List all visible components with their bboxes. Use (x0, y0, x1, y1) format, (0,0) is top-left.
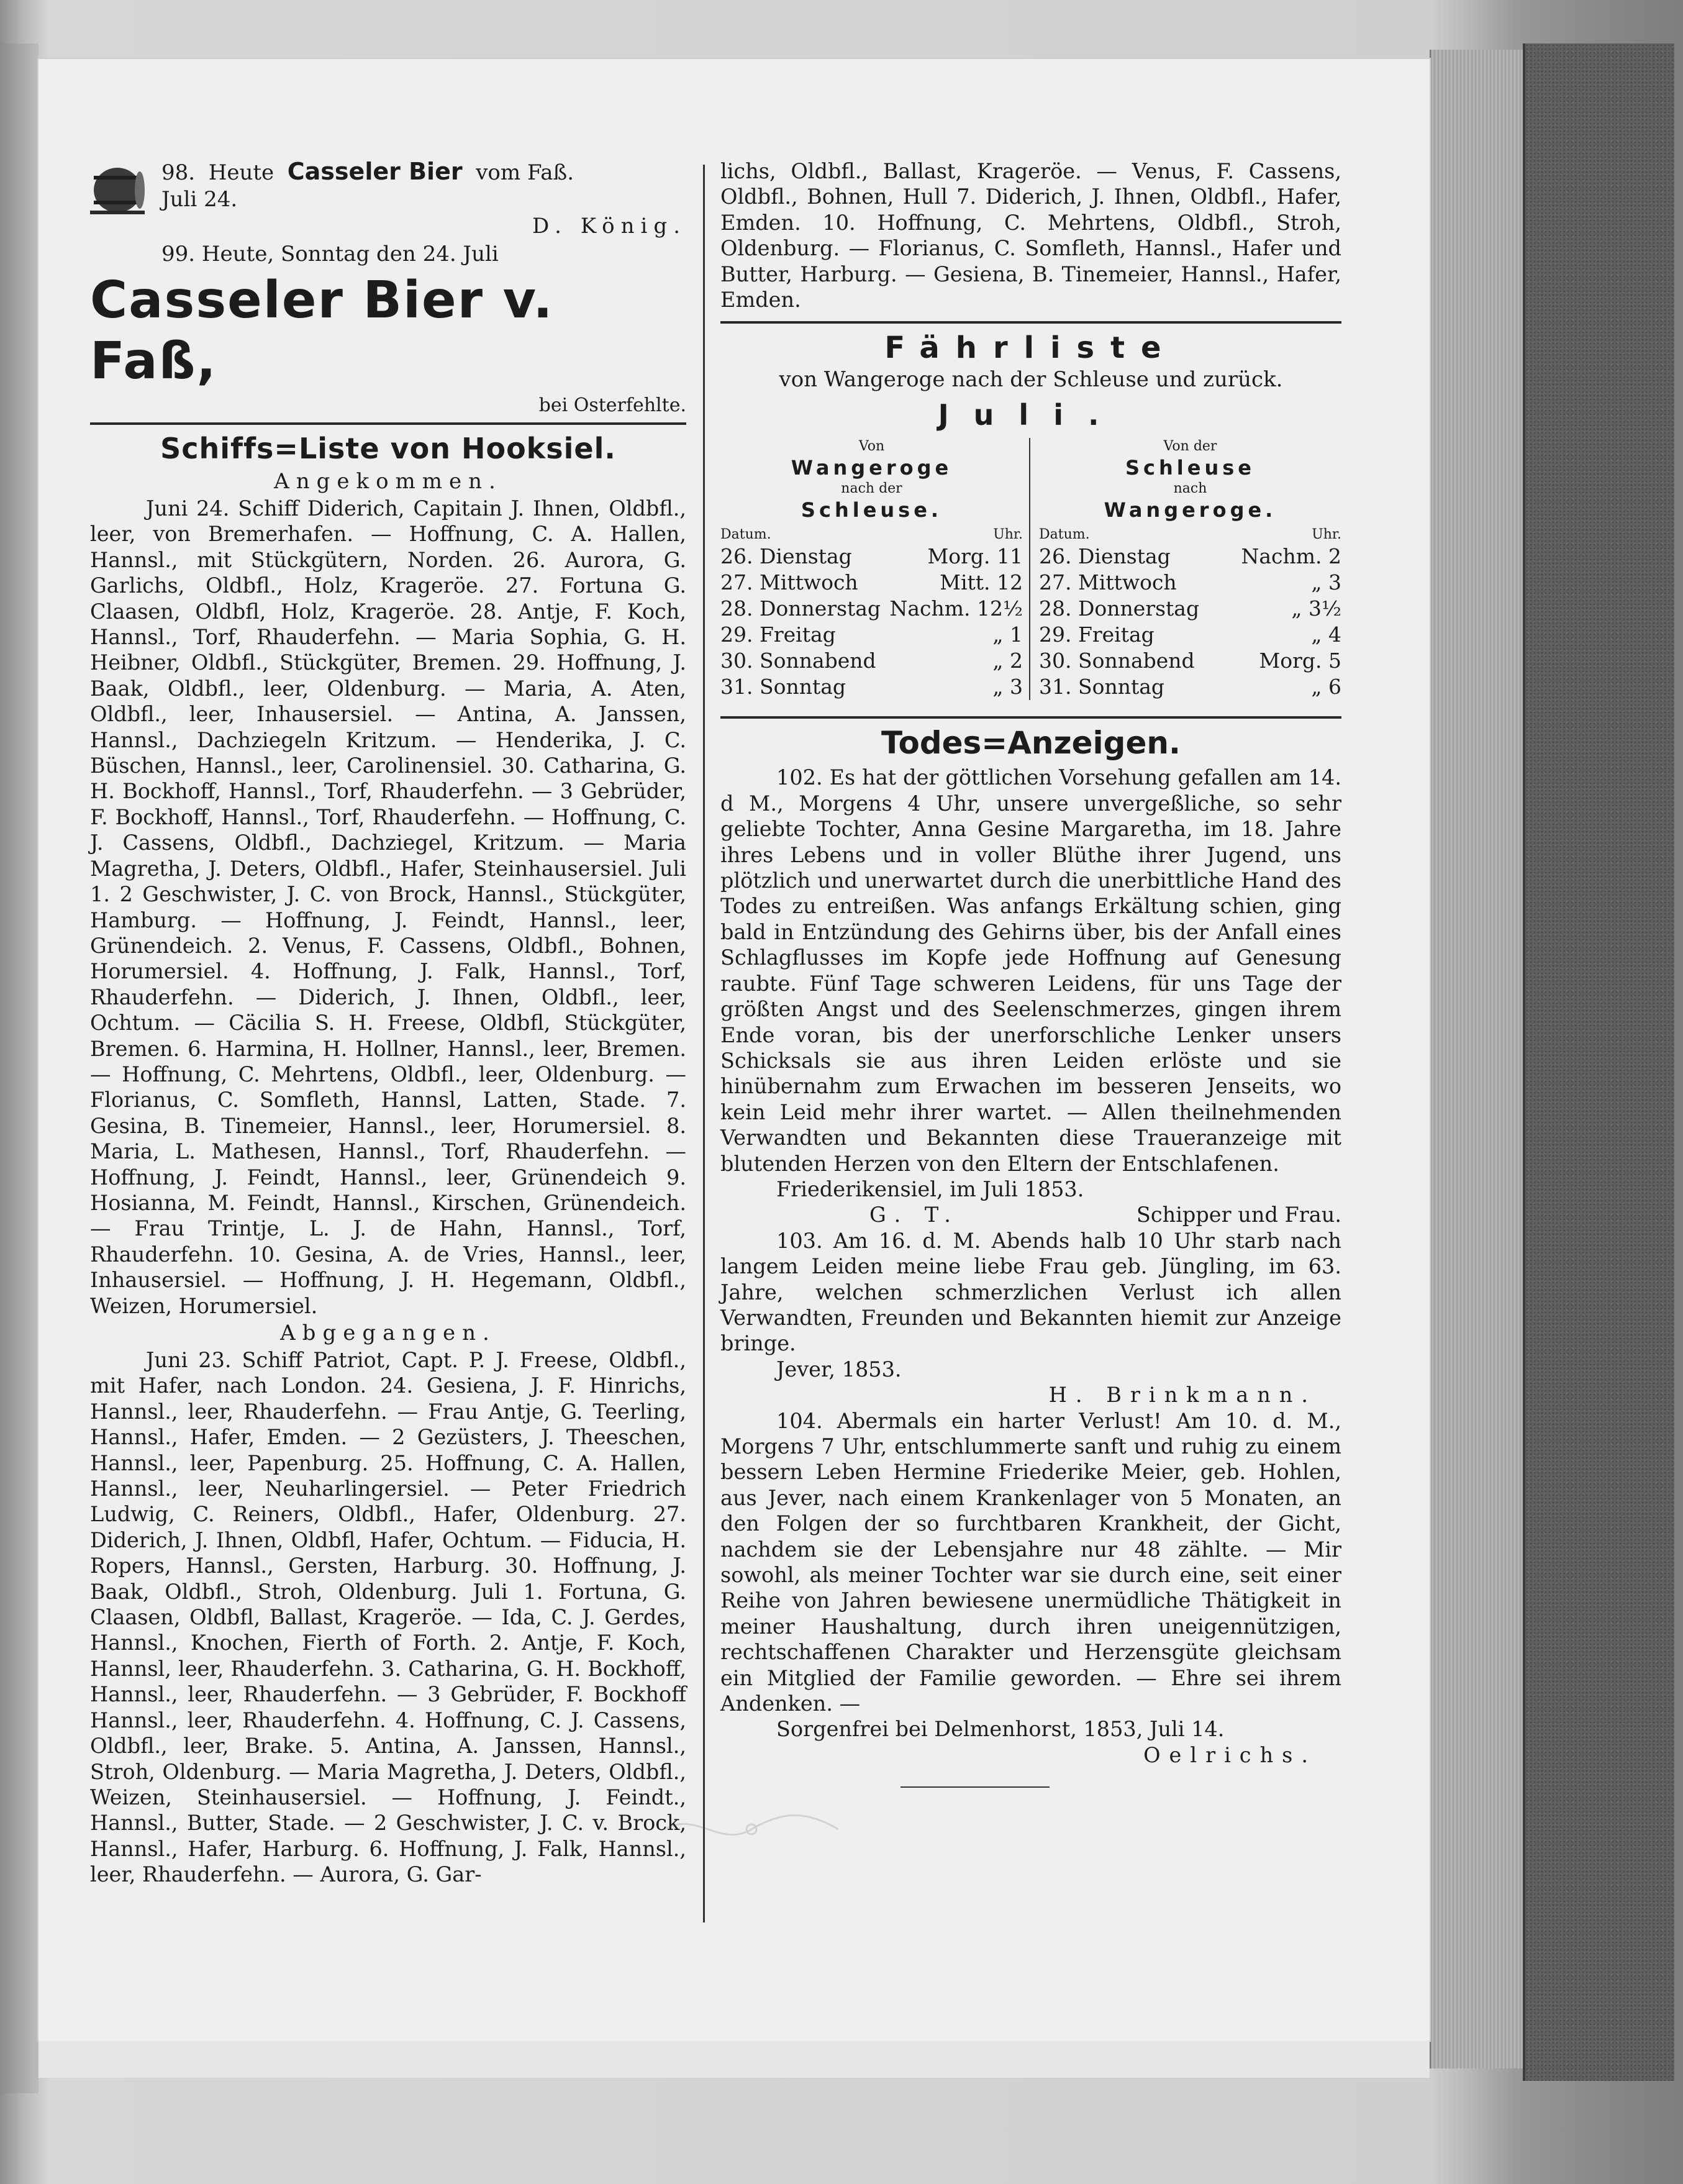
rule (720, 321, 1341, 324)
column-divider (703, 165, 705, 1922)
table-row (1039, 544, 1341, 570)
table-row (720, 622, 1023, 648)
page-bottom-strip (39, 2041, 1430, 2078)
left-gutter (0, 43, 39, 2093)
ad-98-signer: D. König. (532, 214, 686, 239)
notice-102-names: Schipper und Frau. (1136, 1203, 1341, 1227)
table-row (720, 674, 1023, 700)
row-time: „ 4 (1311, 622, 1341, 647)
left-column (90, 158, 686, 1947)
table-row (1039, 596, 1341, 622)
row-time: Morg. 11 (927, 544, 1023, 569)
faehrliste-month: Juli. (938, 398, 1124, 432)
col-uhr: Uhr. (1312, 527, 1341, 543)
angekommen-heading: Angekommen. (274, 469, 502, 494)
closing-rule (900, 1786, 1050, 1788)
notice-102-place: Friederikensiel, im Juli 1853. (776, 1176, 1084, 1201)
row-day: 28. Donnerstag (1039, 596, 1200, 621)
col-uhr: Uhr. (993, 527, 1023, 543)
ad-98-heute: Heute (208, 160, 274, 185)
row-time: „ 3½ (1291, 596, 1341, 621)
ad-98-date: Juli 24. (161, 187, 238, 212)
rule (720, 716, 1341, 719)
outbound-head-von: Von (858, 439, 885, 455)
row-time: Nachm. 2 (1241, 544, 1341, 569)
row-day: 30. Sonnabend (720, 648, 876, 673)
row-time: „ 3 (1311, 570, 1341, 595)
row-time: Nachm. 12½ (889, 596, 1023, 621)
return-column-headers (1039, 526, 1341, 544)
row-day: 30. Sonnabend (1039, 648, 1195, 673)
table-row (720, 648, 1023, 674)
table-row (720, 570, 1023, 596)
ad-98-first-line (90, 158, 686, 186)
ad-99 (90, 241, 686, 419)
row-day: 27. Mittwoch (720, 570, 858, 595)
col-datum: Datum. (720, 527, 771, 543)
faehrliste-subtitle: von Wangeroge nach der Schleuse und zurück. (779, 367, 1283, 393)
row-time: „ 1 (992, 622, 1023, 647)
row-day: 29. Freitag (720, 622, 836, 647)
ad-99-line: 99. Heute, Sonntag den 24. Juli (161, 242, 499, 266)
outbound-column-headers (720, 526, 1023, 544)
ad-98-rest: vom Faß. (476, 160, 574, 185)
table-row (1039, 622, 1341, 648)
table-row (1039, 570, 1341, 596)
right-column (720, 158, 1341, 1947)
return-head-von: Von der (1163, 439, 1217, 455)
return-head-destination: Wangeroge. (1104, 498, 1277, 522)
ad-98-number: 98. (161, 160, 196, 185)
row-time: Morg. 5 (1259, 648, 1341, 673)
faint-ornament-icon (658, 1811, 845, 1848)
row-day: 28. Donnerstag (720, 596, 881, 621)
outbound-head-nach: nach der (841, 481, 902, 497)
notice-104: 104. Abermals ein harter Verlust! Am 10. d. M., Morgens 7 Uhr, entschlummerte sanft und ruhig zu einem bessern Leben Hermine Friederike Meier, geb. Hohlen, aus Jever, nach einem Krankenlager von 5 Monaten, an den Folgen der so furchtbaren Krankheit, der Gicht, nachdem sie der Lebensjahre nur 48 zählte. — Mir sowohl, als meiner Tochter war sie durch eine, seit einer Reihe von Jahren bewiesene unermüdliche Thätigkeit in meiner Haushaltung, durch ihren uneigennützigen, rechtschaffenen Charakter und Herzensgüte gleichsam ein Mitglied der Familie geworden. — Ehre sei ihrem Andenken. — (720, 1408, 1341, 1716)
row-day: 26. Dienstag (720, 544, 852, 569)
row-day: 31. Sonntag (720, 675, 846, 699)
angekommen-text: Juni 24. Schiff Diderich, Capitain J. Ihnen, Oldbfl., leer, von Bremerhafen. — Hoffnung, C. A. Hallen, Hannsl., mit Stückgütern, Norden. 26. Aurora, G. Garlichs, Oldbfl., Holz, Krageröe. 27. Fortuna G. Claasen, Oldbfl, Holz, Krageröe. 28. Antje, F. Koch, Hannsl., Torf, Rhauderfehn. — Maria Sophia, G. H. Heibner, Oldbfl., Stückgüter, Bremen. 29. Hoffnung, J. Baak, Oldbfl., leer, Oldenburg. — Maria, A. Aten, Oldbfl., leer, Inhausersiel. — Antina, A. Janssen, Hannsl., Dachziegeln Kritzum. — Henderika, J. C. Büschen, Hannsl., leer, Carolinensiel. 30. Catharina, G. H. Bockhoff, Hannsl., Torf, Rhauderfehn. — 3 Gebrüder, F. Bockhoff, Hannsl., Torf, Rhauderfehn. — Hoffnung, C. J. Cassens, Oldbfl., Dachziegel, Kritzum. — Maria Magretha, J. Deters, Oldbfl., Hafer, Steinhausersiel. Juli 1. 2 Geschwister, J. C. von Brock, Hannsl., Stückgüter, Hamburg. — Hoffnung, J. Feindt, Hannsl., leer, Grünendeich. 2. Venus, F. Cassens, Oldbfl., Bohnen, Horumersiel. 4. Hoffnung, J. Falk, Hannsl., Torf, Rhauderfehn. — Diderich, J. Ihnen, Oldbfl., leer, Ochtum. — Cäcilia S. H. Freese, Oldbfl, Stückgüter, Bremen. 6. Harmina, H. Hollner, Hannsl., leer, Bremen. — Hoffnung, C. Mehrtens, Oldbfl., leer, Oldenburg. — Florianus, C. Somfleth, Hannsl, Latten, Stade. 7. Gesina, B. Tinemeier, Hannsl., leer, Horumersiel. 8. Maria, L. Mathesen, Hannsl., Torf, Rhauderfehn. — Hoffnung, J. Feindt, Hannsl., leer, Grünendeich 9. Hosianna, M. Feindt, Hannsl., Kirschen, Grünendeich. — Frau Trintje, L. J. de Hahn, Hannsl., Torf, Rhauderfehn. 10. Gesina, A. de Vries, Hannsl., leer, Inhausersiel. — Hoffnung, J. H. Hegemann, Oldbfl., Weizen, Horumersiel. (90, 496, 686, 1318)
abgegangen-heading: Abgegangen. (280, 1321, 496, 1345)
ad-99-location: bei Osterfehlte. (538, 394, 686, 416)
table-row (1039, 648, 1341, 674)
row-time: „ 6 (1311, 675, 1341, 699)
notice-104-place: Sorgenfrei bei Delmenhorst, 1853, Juli 14. (776, 1717, 1225, 1742)
ferry-table-outbound (720, 438, 1030, 700)
notice-103: 103. Am 16. d. M. Abends halb 10 Uhr starb nach langem Leiden meine liebe Frau geb. Jüngling, im 63. Jahre, welchen schmerzlichen Verlust ich allen Verwandten, Freunden und Bekannten hiemit zur Anzeige bringe. (720, 1228, 1341, 1356)
return-head-nach: nach (1173, 481, 1207, 497)
ad-98-beer: Casseler Bier (287, 158, 463, 185)
page-edges (1430, 50, 1524, 2068)
ad-98 (90, 158, 686, 240)
schiffsliste-continuation: lichs, Oldbfl., Ballast, Krageröe. — Venus, F. Cassens, Oldbfl., Bohnen, Hull 7. Diderich, J. Ihnen, Oldbfl., Hafer, Emden. 10. Hoffnung, C. Mehrtens, Oldbfl., Stroh, Oldenburg. — Florianus, C. Somfleth, Hannsl., Hafer und Butter, Harburg. — Gesiena, B. Tinemeier, Hannsl., Hafer, Emden. (720, 159, 1341, 312)
notice-103-place: Jever, 1853. (776, 1357, 902, 1381)
rule (90, 422, 686, 425)
schiffsliste-title: Schiffs=Liste von Hooksiel. (160, 432, 616, 465)
row-day: 26. Dienstag (1039, 544, 1171, 569)
book-spine (1523, 43, 1674, 2081)
notice-102: 102. Es hat der göttlichen Vorsehung gefallen am 14. d M., Morgens 4 Uhr, unsere unvergeßliche, so sehr geliebte Tochter, Anna Gesine Margaretha, im 18. Jahre ihres Lebens und in voller Blüthe ihrer Jugend, uns plötzlich und unerwartet durch die unerbittliche Hand des Todes zu entreißen. Was anfangs Erkältung schien, ging bald in Entzündung des Gehirns über, bis der Anfall eines Schlagflusses im Kopfe jede Hoffnung auf Genesung raubte. Fünf Tage schweren Leidens, für uns Tage der größten Angst und des Seelenschmerzes, gingen ihrem Ende voran, bis der unerforschliche Lenker unsers Schicksals sie aus ihren Leiden erlöste und sie hinübernahm zum Erwachen im besseren Jenseits, wo kein Leid mehr ihrer wartet. — Allen theilnehmenden Verwandten und Bekannten diese Traueranzeige mit blutenden Herzen von den Eltern der Entschlafenen. (720, 765, 1341, 1176)
notice-103-signature: H. Brinkmann. (1048, 1383, 1317, 1408)
abgegangen-text: Juni 23. Schiff Patriot, Capt. P. J. Freese, Oldbfl., mit Hafer, nach London. 24. Gesiena, J. F. Hinrichs, Hannsl., leer, Rhauderfehn. — Frau Antje, G. Teerling, Hannsl., Hafer, Emden. — 2 Gezüsters, J. Theeschen, Hannsl., leer, Papenburg. 25. Hoffnung, C. A. Hallen, Hannsl., leer, Neuharlingersiel. — Peter Friedrich Ludwig, C. Reiners, Oldbfl., Hafer, Oldenburg. 27. Diderich, J. Ihnen, Oldbfl, Hafer, Ochtum. — Fiducia, H. Ropers, Hannsl., Gersten, Harburg. 30. Hoffnung, J. Baak, Oldbfl., Stroh, Oldenburg. Juli 1. Fortuna, G. Claasen, Oldbfl, Ballast, Krageröe. — Ida, C. J. Gerdes, Hannsl., Knochen, Fierth of Forth. 2. Antje, F. Koch, Hannsl, leer, Rhauderfehn. 3. Catharina, G. H. Bockhoff, Hannsl., leer, Rhauderfehn. — 3 Gebrüder, F. Bockhoff Hannsl., leer, Rhauderfehn. 4. Hoffnung, C. J. Cassens, Oldbfl., leer, Brake. 5. Antina, A. Janssen, Hannsl., Stroh, Oldenburg. — Maria Magretha, J. Deters, Oldbfl., Weizen, Steinhausersiel. — Hoffnung, J. Feindt., Hannsl., Butter, Stade. — 2 Geschwister, J. C. v. Brock, Hannsl., Hafer, Harburg. 6. Hoffnung, J. Falk, Hannsl., leer, Rhauderfehn. — Aurora, G. Gar- (90, 1348, 686, 1887)
ferry-table (720, 438, 1341, 700)
ad-99-title: Casseler Bier v. Faß, (90, 271, 554, 391)
faehrliste-title: Fährliste (884, 330, 1177, 366)
notice-102-initials: G. T. (869, 1203, 959, 1227)
row-time: „ 3 (992, 675, 1023, 699)
row-time: „ 2 (992, 648, 1023, 673)
return-head-origin: Schleuse (1125, 456, 1255, 480)
row-day: 27. Mittwoch (1039, 570, 1177, 595)
barrel-icon (90, 165, 145, 216)
notice-104-signature: Oelrichs. (1143, 1742, 1317, 1767)
row-day: 31. Sonntag (1039, 675, 1165, 699)
outbound-head-origin: Wangeroge (791, 456, 953, 480)
row-time: Mitt. 12 (940, 570, 1023, 595)
table-row (1039, 674, 1341, 700)
table-row (720, 544, 1023, 570)
col-datum: Datum. (1039, 527, 1090, 543)
notice-102-signature (720, 1202, 1341, 1227)
row-day: 29. Freitag (1039, 622, 1155, 647)
outbound-head-destination: Schleuse. (801, 498, 943, 522)
ferry-table-return (1030, 438, 1341, 700)
table-row (720, 596, 1023, 622)
todes-title: Todes=Anzeigen. (881, 725, 1181, 762)
